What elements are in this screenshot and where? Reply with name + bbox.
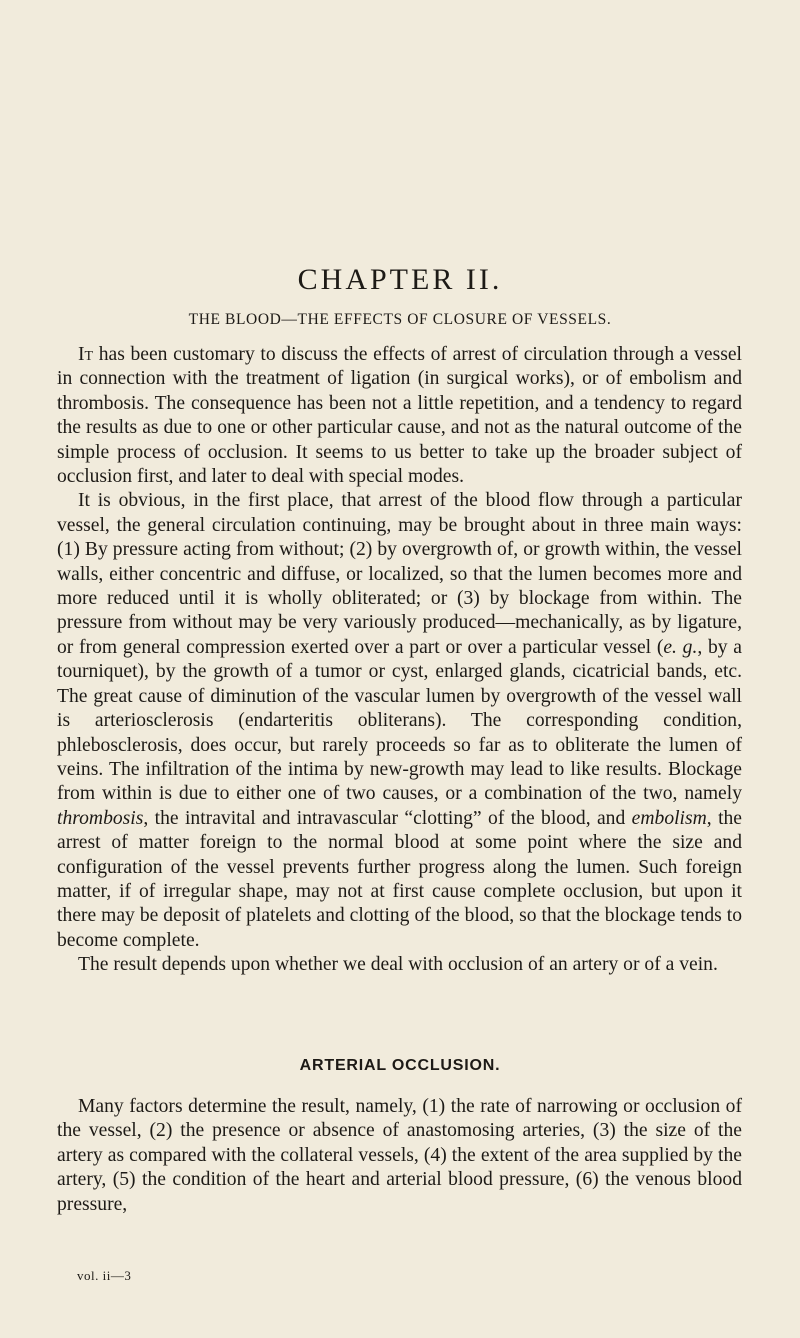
italic-thrombosis: thrombosis bbox=[57, 807, 144, 829]
intro-paragraph-2 bbox=[57, 489, 742, 953]
italic-eg: e. g. bbox=[663, 636, 698, 658]
italic-embolism: embolism bbox=[631, 807, 707, 829]
chapter-title: CHAPTER II. bbox=[297, 263, 503, 296]
section-title: THE BLOOD—THE EFFECTS OF CLOSURE OF VESSELS. bbox=[188, 311, 612, 328]
arterial-occlusion-heading: ARTERIAL OCCLUSION. bbox=[299, 1057, 501, 1074]
intro-paragraph-2-part-a: It is obvious, in the first place, that arrest of the blood flow through a particular vessel, the general circulation continuing, may be brought about in three main ways: (1) By pressure acting from without; (2) by overgrowth of, or growth within, the vessel walls, either concentric and diffuse, or localized, so that the lumen becomes more and more reduced until it is wholly obliterated; or (3) by blockage from within. The pressure from without may be very variously produced—mechanically, as by ligature, or from general compression exerted over a part or over a particular vessel ( bbox=[57, 490, 742, 658]
arterial-paragraph-1: Many factors determine the result, namely, (1) the rate of narrowing or occlusion of the vessel, (2) the presence or absence of anastomosing arteries, (3) the size of the artery as compared with the collateral vessels, (4) the extent of the area supplied by the artery, (5) the condition of the heart and arterial blood pressure, (6) the venous blood pressure, bbox=[57, 1096, 742, 1215]
intro-paragraph-3: The result depends upon whether we deal with occlusion of an artery or of a vein. bbox=[78, 954, 718, 976]
intro-paragraph-1 bbox=[57, 343, 742, 489]
intro-paragraph-2-part-b: , by a tourniquet), by the growth of a tumor or cyst, enlarged glands, cicatricial bands, etc. The great cause of diminution of the vascular lumen by overgrowth of the vessel wall is arteriosclerosis (endarteritis obliterans). The corresponding condition, phlebosclerosis, does occur, but rarely proceeds so far as to obliterate the lumen of veins. The infiltration of the intima by new-growth may lead to like results. Blockage from within is due to either one of two causes, or a combination of the two, namely bbox=[57, 636, 742, 805]
signature-mark: vol. ii—3 bbox=[77, 1268, 132, 1283]
intro-paragraph-2-part-d: , the arrest of matter foreign to the normal blood at some point where the size and configuration of the vessel prevents further progress along the lumen. Such foreign matter, if of irregular shape, may not at first cause complete occlusion, but upon it there may be deposit of platelets and clotting of the blood, so that the blockage tends to become complete. bbox=[57, 807, 743, 951]
arterial-text bbox=[57, 1095, 742, 1217]
intro-text bbox=[57, 343, 742, 978]
intro-paragraph-1-text: has been customary to discuss the effects of arrest of circulation through a vessel in connection with the treatment of ligation (in surgical works), or of embolism and thrombosis. The consequence has been not a little repetition, and a tendency to regard the results as due to one or other particular cause, and not as the natural outcome of the simple process of occlusion. It seems to us better to take up the broader subject of occlusion first, and later to deal with special modes. bbox=[57, 344, 742, 488]
intro-paragraph-2-part-c: , the intravital and intravascular “clotting” of the blood, and bbox=[143, 807, 632, 829]
drop-word: It bbox=[78, 344, 94, 365]
